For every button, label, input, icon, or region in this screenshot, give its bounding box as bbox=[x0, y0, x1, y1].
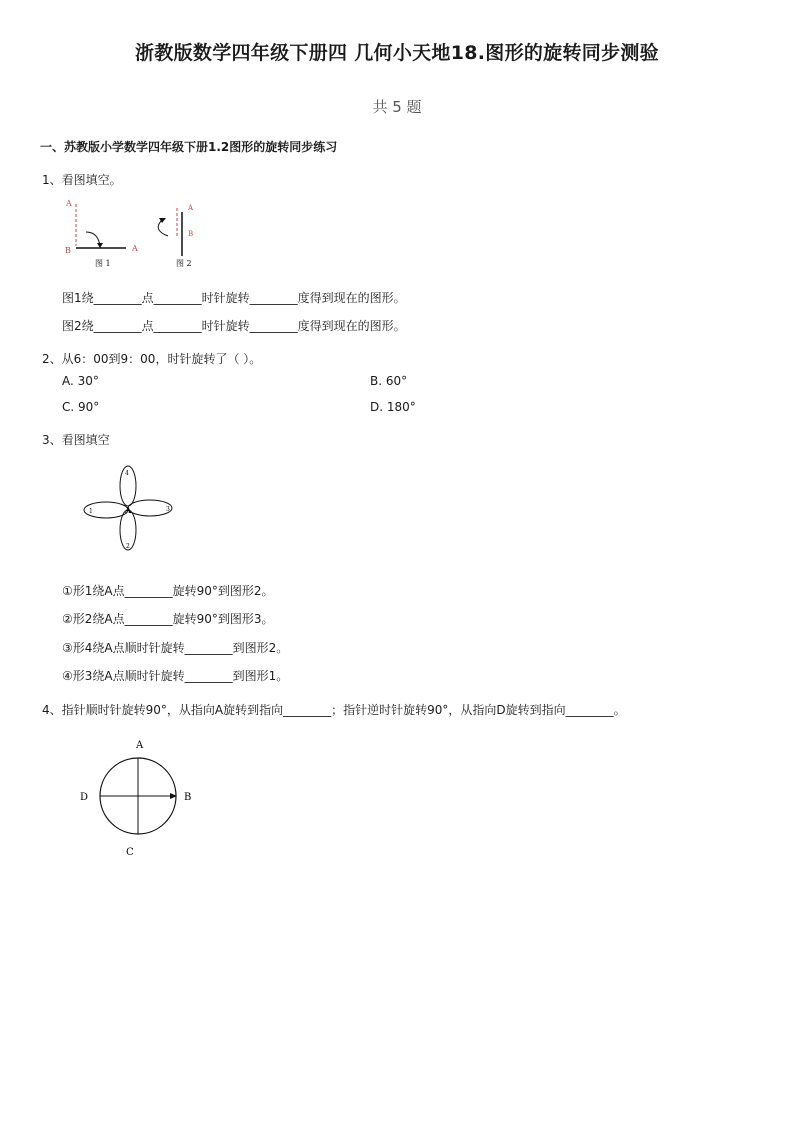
option-c[interactable]: C. 90° bbox=[62, 400, 100, 414]
petal-label-4: 4 bbox=[125, 470, 129, 477]
option-a[interactable]: A. 30° bbox=[62, 374, 99, 388]
question-3-blank-1: ①形1绕A点________旋转90°到图形2。 bbox=[62, 584, 274, 598]
question-3-blank-2: ②形2绕A点________旋转90°到图形3。 bbox=[62, 612, 274, 626]
question-3-blank-3: ③形4绕A点顺时针旋转________到图形2。 bbox=[62, 641, 289, 655]
q3-petal-figure bbox=[80, 464, 180, 556]
page-title: 浙教版数学四年级下册四 几何小天地18.图形的旋转同步测验 bbox=[135, 42, 659, 64]
q4-compass-figure bbox=[74, 736, 204, 862]
compass-label-a: A bbox=[136, 740, 144, 751]
fig1-caption: 图 1 bbox=[95, 259, 111, 268]
fig1-label-a-right: A bbox=[132, 244, 138, 253]
option-d[interactable]: D. 180° bbox=[370, 400, 416, 414]
question-1-blank-1: 图1绕________点________时针旋转________度得到现在的图形。 bbox=[62, 291, 406, 305]
section-heading: 一、苏教版小学数学四年级下册1.2图形的旋转同步练习 bbox=[40, 140, 338, 154]
fig1-label-b: B bbox=[65, 246, 71, 255]
question-count: 共 5 题 bbox=[372, 98, 422, 116]
compass-label-c: C bbox=[126, 847, 134, 858]
question-3-stem: 3、看图填空 bbox=[42, 433, 110, 447]
petal-label-1: 1 bbox=[89, 508, 93, 515]
fig2-label-b: B bbox=[188, 230, 194, 238]
question-1-blank-2: 图2绕________点________时针旋转________度得到现在的图形。 bbox=[62, 319, 406, 333]
question-2-stem: 2、从6：00到9：00，时针旋转了（ ）。 bbox=[42, 352, 262, 366]
q1-figure bbox=[58, 196, 208, 272]
center-label-a: A bbox=[125, 505, 132, 515]
question-4-stem: 4、指针顺时针旋转90°，从指向A旋转到指向________；指针逆时针旋转90°，从指向D旋转到指向________。 bbox=[42, 703, 626, 717]
option-b[interactable]: B. 60° bbox=[370, 374, 408, 388]
fig1-label-a-top: A bbox=[66, 199, 72, 208]
petal-label-3: 3 bbox=[166, 506, 170, 513]
petal-label-2: 2 bbox=[126, 543, 130, 550]
question-1-stem: 1、看图填空。 bbox=[42, 173, 122, 187]
fig2-rotation-arc bbox=[158, 220, 168, 236]
fig2-caption: 图 2 bbox=[176, 259, 192, 268]
question-3-blank-4: ④形3绕A点顺时针旋转________到图形1。 bbox=[62, 669, 289, 683]
compass-label-b: B bbox=[184, 792, 192, 803]
compass-label-d: D bbox=[80, 792, 89, 803]
fig2-label-a-top: A bbox=[188, 204, 194, 212]
